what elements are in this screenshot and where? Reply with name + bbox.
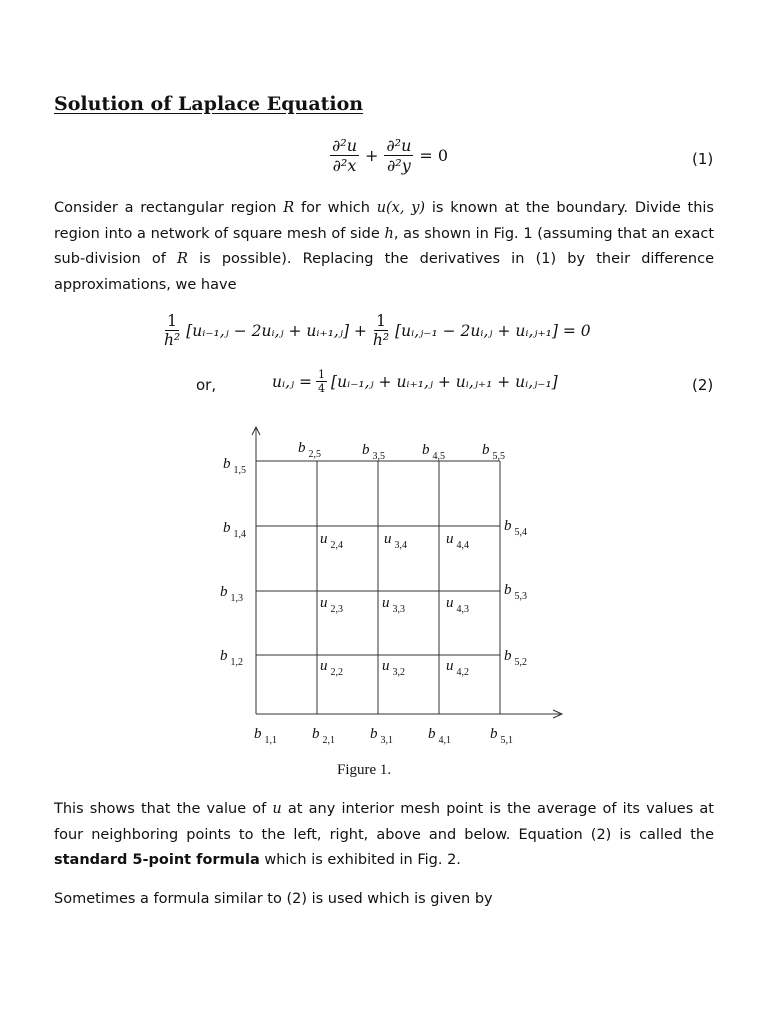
mesh-label-subscript: 4,4 <box>456 540 469 551</box>
mesh-label-b-5-2: b $_{5,2}$ <box>504 648 527 668</box>
mesh-label-subscript: 2,1 <box>322 735 335 746</box>
mesh-label-u-4-4: u $_{4,4}$ <box>446 531 469 551</box>
mesh-label-b-1-2: b $_{1,2}$ <box>220 648 243 668</box>
text: is known at the boundary. Divide this region into a network of square mesh of side <box>54 200 714 242</box>
fraction-right <box>384 136 413 175</box>
mesh-label-subscript: 5,1 <box>500 735 513 746</box>
equation-1 <box>330 136 448 175</box>
mesh-labels <box>220 440 527 746</box>
mesh-label-u-2-3: u $_{2,3}$ <box>320 595 343 615</box>
paragraph-intro <box>54 196 714 298</box>
numerator: 1 <box>167 312 178 330</box>
mesh-label-b-1-3: b $_{1,3}$ <box>220 584 243 604</box>
text: for which <box>294 200 377 216</box>
equation-2 <box>272 368 558 395</box>
mesh-label-b-2-1: b $_{2,1}$ <box>312 726 335 746</box>
mesh-label-subscript: 5,3 <box>514 591 527 602</box>
mesh-label-b-5-3: b $_{5,3}$ <box>504 582 527 602</box>
mesh-label-subscript: 2,2 <box>330 667 343 678</box>
mesh-figure <box>0 420 768 800</box>
math-symbol: u(x, y) <box>376 200 426 216</box>
mesh-label-subscript: 4,5 <box>432 451 445 462</box>
mesh-label-b-2-5: b $_{2,5}$ <box>298 440 321 460</box>
mesh-label-subscript: 1,2 <box>230 657 243 668</box>
paragraph-average <box>54 797 714 874</box>
mesh-label-subscript: 3,5 <box>372 451 385 462</box>
math-symbol: R <box>283 200 295 216</box>
mesh-label-subscript: 3,3 <box>392 604 405 615</box>
mesh-label-subscript: 1,4 <box>233 529 246 540</box>
equation-rhs: [uᵢ₋₁,ⱼ + uᵢ₊₁,ⱼ + uᵢ,ⱼ₊₁ + uᵢ,ⱼ₋₁] <box>331 372 558 391</box>
numerator: 1 <box>318 368 326 381</box>
mesh-label-b-1-4: b $_{1,4}$ <box>223 520 246 540</box>
mesh-label-subscript: 1,5 <box>233 465 246 476</box>
bracket-x: [uᵢ₋₁,ⱼ − 2uᵢ,ⱼ + uᵢ₊₁,ⱼ] + <box>186 321 367 340</box>
text: which is exhibited in Fig. 2. <box>259 852 461 868</box>
mesh-label-b-4-1: b $_{4,1}$ <box>428 726 451 746</box>
plus-sign: + <box>365 146 379 165</box>
mesh-label-b-5-1: b $_{5,1}$ <box>490 726 513 746</box>
equation-finite-difference <box>162 312 591 349</box>
denominator: h² <box>372 331 390 349</box>
mesh-label-subscript: 2,3 <box>330 604 343 615</box>
mesh-label-u-2-4: u $_{2,4}$ <box>320 531 343 551</box>
text: is possible). Replacing the derivatives in (1) by their difference approximations, we have <box>54 251 714 293</box>
mesh-label-subscript: 5,5 <box>492 451 505 462</box>
mesh-label-subscript: 5,2 <box>514 657 527 668</box>
mesh-label-b-1-1: b $_{1,1}$ <box>254 726 277 746</box>
fraction-one-over-h2 <box>162 312 182 349</box>
bracket-y: [uᵢ,ⱼ₋₁ − 2uᵢ,ⱼ + uᵢ,ⱼ₊₁] = 0 <box>395 321 591 340</box>
mesh-label-b-1-5: b $_{1,5}$ <box>223 456 246 476</box>
mesh-label-b-3-5: b $_{3,5}$ <box>362 442 385 462</box>
denominator: h² <box>164 331 181 349</box>
mesh-label-subscript: 1,1 <box>264 735 277 746</box>
mesh-label-subscript: 4,1 <box>438 735 451 746</box>
mesh-label-subscript: 2,5 <box>308 449 321 460</box>
numerator: 1 <box>376 312 386 330</box>
fraction-one-over-h2 <box>371 312 391 349</box>
mesh-label-subscript: 4,2 <box>456 667 469 678</box>
math-symbol: u <box>272 801 282 817</box>
mesh-label-subscript: 4,3 <box>456 604 469 615</box>
equation-1-number: (1) <box>692 150 714 168</box>
mesh-label-subscript: 1,3 <box>230 593 243 604</box>
math-symbol: h <box>384 225 394 242</box>
mesh-label-subscript: 5,4 <box>514 527 527 538</box>
mesh-label-u-3-3: u $_{3,3}$ <box>382 595 405 615</box>
mesh-label-u-3-2: u $_{3,2}$ <box>382 658 405 678</box>
page-title: Solution of Laplace Equation <box>54 93 364 115</box>
math-symbol: R <box>177 251 188 267</box>
mesh-label-b-4-5: b $_{4,5}$ <box>422 442 445 462</box>
grid-lines <box>252 427 562 718</box>
or-label: or, <box>196 376 217 394</box>
numerator: ∂²u <box>386 136 412 155</box>
fraction-one-quarter <box>316 368 327 395</box>
mesh-label-u-3-4: u $_{3,4}$ <box>384 531 407 551</box>
mesh-label-b-5-5: b $_{5,5}$ <box>482 442 505 462</box>
denominator: ∂²x <box>332 156 357 175</box>
mesh-label-u-4-3: u $_{4,3}$ <box>446 595 469 615</box>
mesh-label-b-5-4: b $_{5,4}$ <box>504 518 527 538</box>
text: Consider a rectangular region <box>54 200 284 216</box>
denominator: ∂²y <box>387 156 411 175</box>
equation-lhs: uᵢ,ⱼ = <box>272 372 313 391</box>
denominator: 4 <box>318 382 326 395</box>
equation-2-number: (2) <box>692 376 714 394</box>
figure-caption: Figure 1. <box>337 762 392 778</box>
mesh-label-subscript: 3,4 <box>394 540 407 551</box>
numerator: ∂²u <box>332 136 357 155</box>
mesh-label-u-4-2: u $_{4,2}$ <box>446 658 469 678</box>
text: This shows that the value of <box>54 801 273 817</box>
bold-term: standard 5-point formula <box>54 852 260 868</box>
equation-rhs: = 0 <box>419 146 449 165</box>
mesh-label-subscript: 3,1 <box>380 735 393 746</box>
text: at any interior mesh point is the average of its values at four neighboring points to the left, right, above and below. Equation (2) is called the <box>54 801 714 843</box>
mesh-label-u-2-2: u $_{2,2}$ <box>320 658 343 678</box>
paragraph-sometimes: Sometimes a formula similar to (2) is used which is given by <box>54 891 493 907</box>
fraction-left <box>330 136 359 175</box>
mesh-label-subscript: 3,2 <box>392 667 405 678</box>
mesh-label-b-3-1: b $_{3,1}$ <box>370 726 393 746</box>
mesh-label-subscript: 2,4 <box>330 540 343 551</box>
text: , as shown in Fig. 1 (assuming that an exact sub-division of <box>54 225 715 267</box>
